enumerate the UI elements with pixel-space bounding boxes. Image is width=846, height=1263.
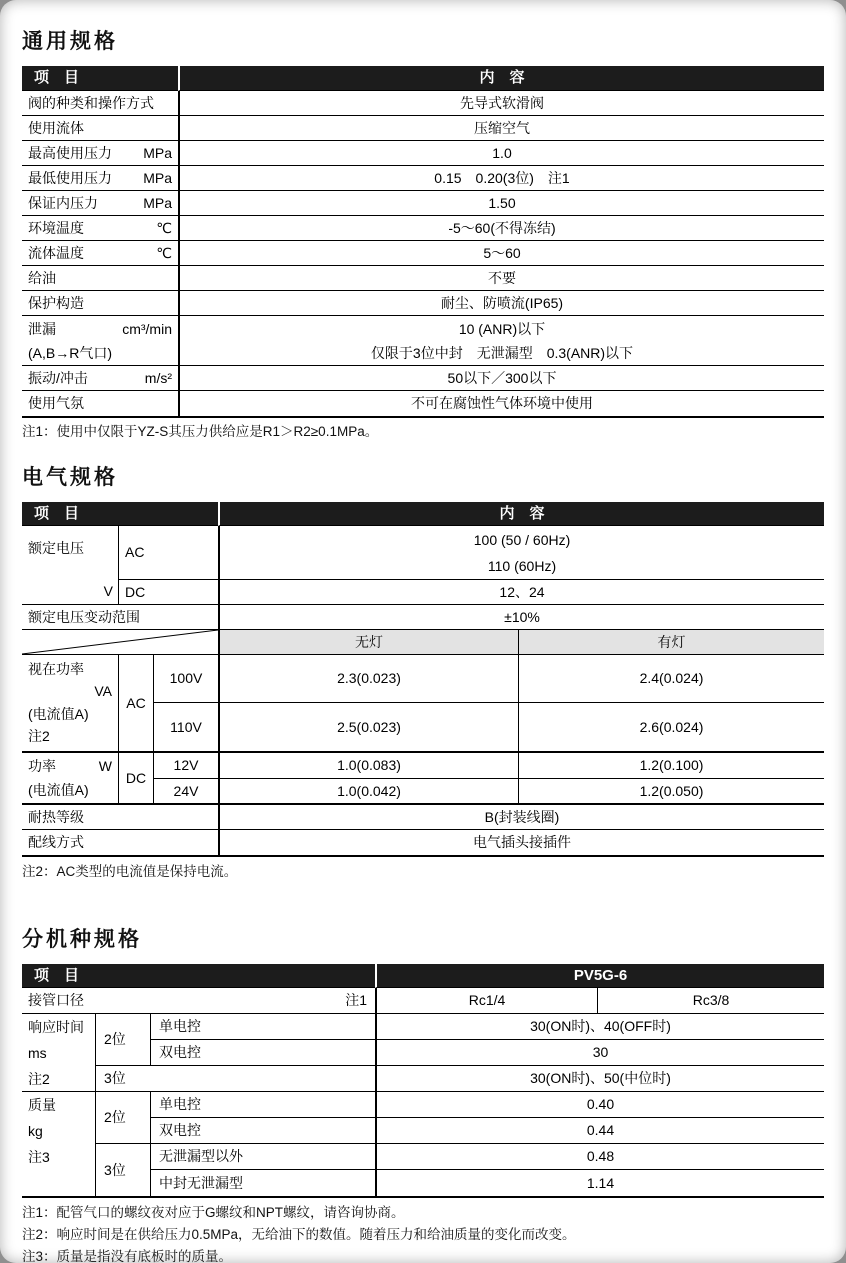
row-value: 0.15 0.20(3位) 注1 — [178, 166, 824, 191]
apparent-power-group-ac: AC — [118, 655, 153, 753]
row-value: 压缩空气 — [178, 116, 824, 141]
heat-resistance-label: 耐热等级 — [22, 805, 218, 830]
ac-value-line2: 110 (60Hz) — [487, 557, 557, 574]
model-specs-title: 分机种规格 — [22, 928, 142, 951]
row-item — [22, 116, 178, 141]
apparent-power-unit: VA — [94, 683, 112, 700]
leakage-value-line1: 10 (ANR)以下 — [458, 320, 546, 337]
response-time-text: 响应时间 — [28, 1019, 84, 1035]
general-header-item: 项 目 — [22, 66, 178, 91]
value-12v-with-lamp: 1.2(0.100) — [518, 753, 824, 779]
ac-value-line1: 100 (50 / 60Hz) — [473, 531, 571, 548]
response-3pos-value: 30(ON时)、50(中位时) — [375, 1066, 824, 1092]
mass-noteref: 注3 — [28, 1149, 50, 1165]
electrical-specs-title: 电气规格 — [22, 466, 118, 489]
row-value: 不要 — [178, 266, 824, 291]
row-item — [22, 166, 178, 191]
response-3pos-label: 3位 — [95, 1066, 375, 1092]
power-unit: W — [98, 758, 112, 774]
model-note-1: 注1：配管气口的螺纹夜对应于G螺纹和NPT螺纹，请咨询协商。 — [22, 1205, 405, 1220]
response-single-value: 30(ON时)、40(OFF时) — [375, 1014, 824, 1040]
apparent-power-label — [22, 655, 118, 753]
item-label: 振动/冲击 — [28, 369, 88, 386]
mass-closed-leakfree: 中封无泄漏型 — [150, 1170, 375, 1196]
row-value: 不可在腐蚀性气体环境中使用 — [178, 391, 824, 416]
rated-voltage-unit: V — [103, 583, 113, 600]
general-note: 注1：使用中仅限于YZ-S其压力供给应是R1＞R2≥0.1MPa。 — [22, 424, 379, 439]
model-note-3: 注3：质量是指没有底板时的质量。 — [22, 1249, 233, 1263]
row-item — [22, 291, 178, 316]
apparent-power-noteref: 注2 — [28, 728, 50, 745]
model-notes — [22, 1202, 824, 1263]
row-item — [22, 91, 178, 116]
item-label: 泄漏 — [28, 320, 56, 337]
item-label: 保证内压力 — [28, 194, 98, 211]
row-value: 50以下／300以下 — [178, 366, 824, 391]
item-label: 流体温度 — [28, 244, 84, 261]
mass-non-leakfree: 无泄漏型以外 — [150, 1144, 375, 1170]
row-value-leakage — [178, 316, 824, 366]
diagonal-line — [22, 630, 218, 654]
general-header-content: 内 容 — [178, 66, 824, 91]
response-time-label — [22, 1014, 95, 1092]
general-specs-title: 通用规格 — [22, 30, 118, 53]
voltage-110v: 110V — [153, 703, 218, 753]
response-double-value: 30 — [375, 1040, 824, 1066]
model-header-model: PV5G-6 — [375, 964, 824, 988]
port-size-label — [22, 988, 375, 1014]
voltage-12v: 12V — [153, 753, 218, 779]
no-lamp-column-header: 无灯 — [218, 630, 518, 655]
item-label: 给油 — [28, 269, 56, 286]
item-label: 最高使用压力 — [28, 144, 112, 161]
apparent-power-line3: (电流值A) — [28, 705, 89, 722]
row-value: 1.0 — [178, 141, 824, 166]
row-value: 5～60 — [178, 241, 824, 266]
wiring-label: 配线方式 — [28, 834, 84, 851]
item-unit: m/s² — [144, 369, 172, 386]
item-label: 阀的种类和操作方式 — [28, 94, 154, 111]
rated-voltage-text: 额定电压 — [28, 540, 84, 556]
value-100v-no-lamp: 2.3(0.023) — [218, 655, 518, 703]
port-size-noteref: 注1 — [345, 992, 367, 1009]
mass-single-solenoid: 单电控 — [150, 1092, 375, 1118]
electrical-specs-table — [22, 502, 824, 857]
row-item — [22, 241, 178, 266]
mass-label — [22, 1092, 95, 1196]
heat-resistance-value: B(封装线圈) — [218, 805, 824, 830]
mass-double-solenoid: 双电控 — [150, 1118, 375, 1144]
value-110v-with-lamp: 2.6(0.024) — [518, 703, 824, 753]
diagonal-divider-cell — [22, 630, 218, 655]
port-size-rc38: Rc3/8 — [597, 988, 824, 1014]
row-value: 先导式软滑阀 — [178, 91, 824, 116]
row-item — [22, 216, 178, 241]
model-specs-table — [22, 964, 824, 1198]
item-unit: ℃ — [156, 244, 172, 261]
power-text: 功率 — [28, 758, 56, 774]
power-group-dc: DC — [118, 753, 153, 805]
item-label: 使用流体 — [28, 119, 84, 136]
item-label: 环境温度 — [28, 219, 84, 236]
wiring-value: 电气插头接插件 — [218, 830, 824, 855]
mass-unit: kg — [28, 1123, 43, 1139]
value-24v-with-lamp: 1.2(0.050) — [518, 779, 824, 805]
value-110v-no-lamp: 2.5(0.023) — [218, 703, 518, 753]
voltage-fluctuation-label: 额定电压变动范围 — [22, 605, 218, 630]
item-unit: MPa — [143, 144, 172, 161]
value-24v-no-lamp: 1.0(0.042) — [218, 779, 518, 805]
row-item — [22, 266, 178, 291]
response-single-solenoid: 单电控 — [150, 1014, 375, 1040]
voltage-fluctuation-value: ±10% — [218, 605, 824, 630]
rated-voltage-ac-value — [218, 526, 824, 580]
mass-2pos-label: 2位 — [95, 1092, 150, 1144]
response-time-unit: ms — [28, 1045, 47, 1061]
row-value: -5～60(不得冻结) — [178, 216, 824, 241]
electrical-note: 注2：AC类型的电流值是保持电流。 — [22, 864, 238, 879]
mass-3pos-label: 3位 — [95, 1144, 375, 1196]
rated-voltage-dc-value: 12、24 — [218, 580, 824, 605]
row-item — [22, 141, 178, 166]
rated-voltage-ac-label: AC — [118, 526, 218, 580]
electrical-header-content: 内 容 — [218, 502, 824, 526]
electrical-header-item: 项 目 — [22, 502, 218, 526]
item-unit: ℃ — [156, 219, 172, 236]
item-label: 保护构造 — [28, 294, 84, 311]
port-size-rc14: Rc1/4 — [375, 988, 597, 1014]
response-double-solenoid: 双电控 — [150, 1040, 375, 1066]
row-value: 1.50 — [178, 191, 824, 216]
item-label-line2: (A,B→R气口) — [28, 344, 112, 361]
item-label: 使用气氛 — [28, 395, 84, 412]
row-item-leakage — [22, 316, 178, 366]
mass-double-value: 0.44 — [375, 1118, 824, 1144]
power-label — [22, 753, 118, 805]
voltage-100v: 100V — [153, 655, 218, 703]
value-12v-no-lamp: 1.0(0.083) — [218, 753, 518, 779]
mass-closed-leakfree-value: 1.14 — [375, 1170, 824, 1196]
model-note-2: 注2：响应时间是在供给压力0.5MPa，无给油下的数值。随着压力和给油质量的变化而改变。 — [22, 1227, 576, 1242]
with-lamp-column-header: 有灯 — [518, 630, 824, 655]
apparent-power-line1: 视在功率 — [28, 660, 84, 677]
mass-text: 质量 — [28, 1097, 56, 1113]
rated-voltage-label — [22, 526, 118, 605]
row-value: 耐尘、防喷流(IP65) — [178, 291, 824, 316]
item-unit: MPa — [143, 169, 172, 186]
power-line2: (电流值A) — [28, 782, 89, 798]
item-label: 最低使用压力 — [28, 169, 112, 186]
response-2pos-label: 2位 — [95, 1014, 150, 1066]
port-size-text: 接管口径 — [28, 992, 84, 1009]
mass-single-value: 0.40 — [375, 1092, 824, 1118]
row-item — [22, 191, 178, 216]
response-time-noteref: 注2 — [28, 1071, 50, 1087]
item-unit: MPa — [143, 194, 172, 211]
voltage-24v: 24V — [153, 779, 218, 805]
value-100v-with-lamp: 2.4(0.024) — [518, 655, 824, 703]
mass-non-leakfree-value: 0.48 — [375, 1144, 824, 1170]
general-specs-table — [22, 66, 824, 418]
leakage-value-line2: 仅限于3位中封 无泄漏型 0.3(ANR)以下 — [370, 344, 634, 361]
row-item — [22, 366, 178, 391]
item-unit: cm³/min — [122, 320, 172, 337]
rated-voltage-dc-label: DC — [118, 580, 218, 605]
model-header-item: 项 目 — [22, 964, 375, 988]
row-item — [22, 391, 178, 416]
